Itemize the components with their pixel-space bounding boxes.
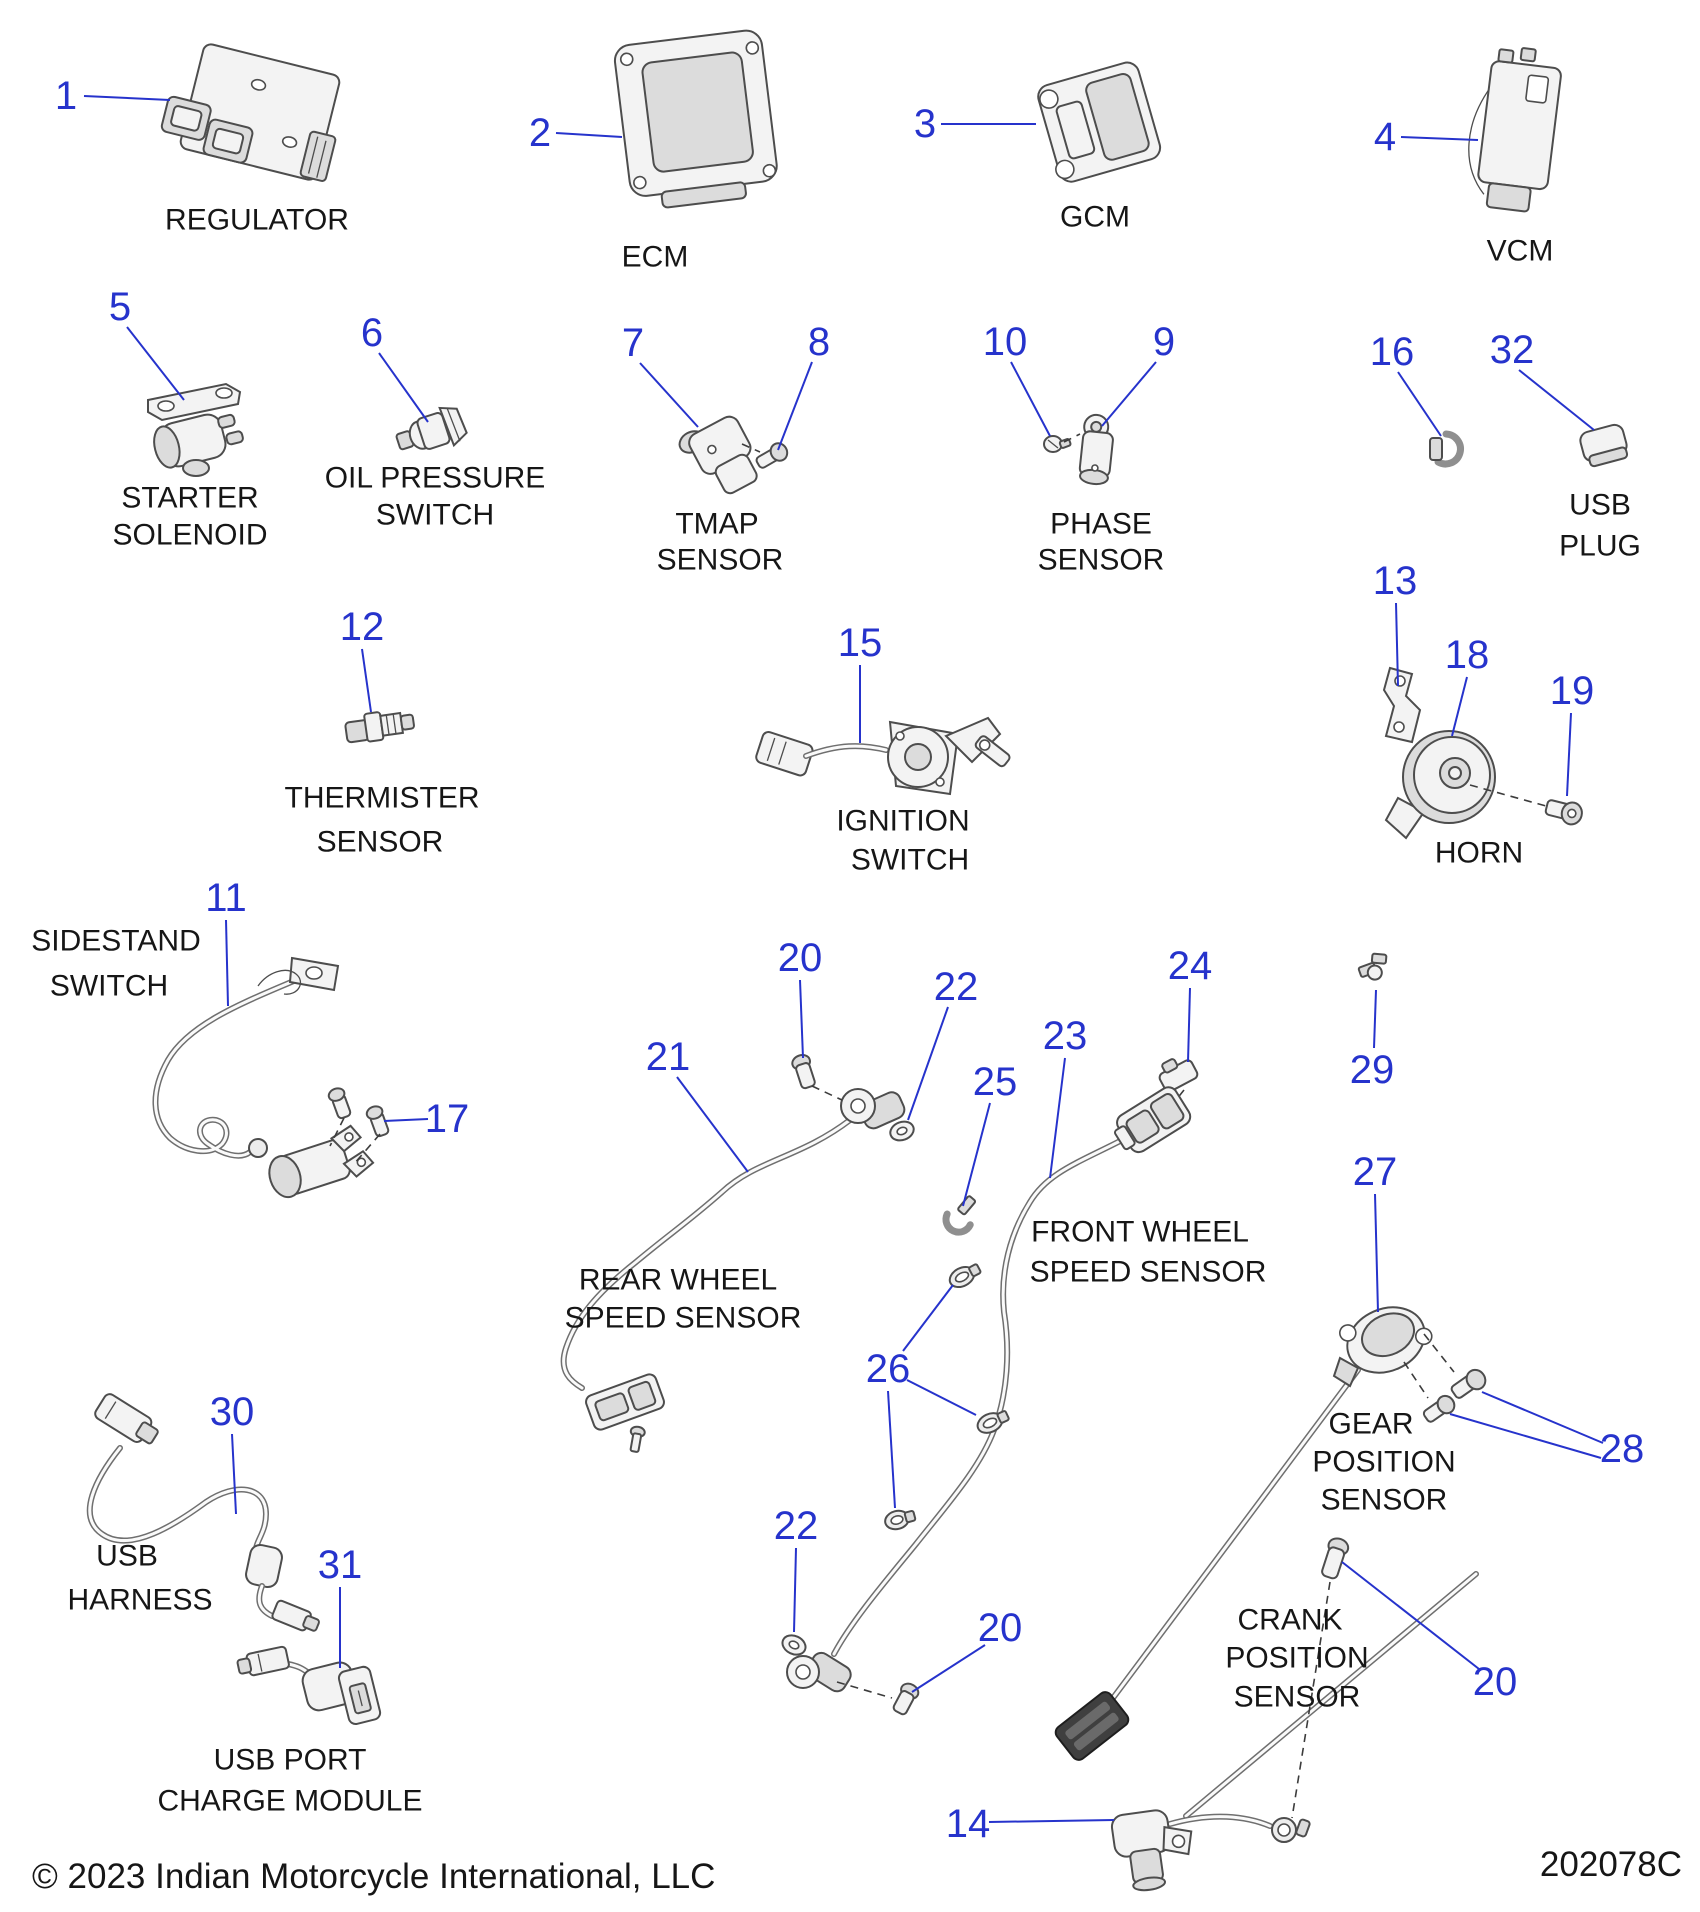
callout-20: 20 xyxy=(777,936,823,980)
leader-line xyxy=(677,1077,748,1172)
module-connector xyxy=(236,1646,289,1678)
cable-ring-clamp xyxy=(1272,1818,1310,1842)
callout-31: 31 xyxy=(317,1543,363,1587)
callout-19: 19 xyxy=(1549,669,1595,713)
leader-line xyxy=(232,1434,236,1514)
vcm-part xyxy=(1461,43,1563,214)
leader-line xyxy=(384,1119,428,1121)
alignment-dash xyxy=(812,1086,842,1100)
usb-plug-label: PLUG xyxy=(1559,529,1641,563)
callout-32: 32 xyxy=(1489,328,1535,372)
tmap-sensor-assembly xyxy=(622,320,830,577)
usb-port-charge-module-label: CHARGE MODULE xyxy=(157,1784,423,1818)
cable-ring-clip xyxy=(883,1507,917,1532)
callout-9: 9 xyxy=(1152,320,1176,364)
callout-12: 12 xyxy=(339,605,385,649)
leader-line xyxy=(907,1380,976,1415)
starter-solenoid-label: SOLENOID xyxy=(112,518,268,552)
phase-sensor-label: SENSOR xyxy=(1037,543,1165,577)
oil-pressure-switch-label: SWITCH xyxy=(375,498,495,532)
starter-solenoid-assembly xyxy=(109,285,268,552)
ignition-switch-assembly xyxy=(755,621,1011,877)
front-sensor-bolt xyxy=(890,1681,920,1717)
oil-pressure-switch-assembly xyxy=(325,311,546,532)
usb-harness-assembly xyxy=(67,1390,321,1635)
leader-line xyxy=(912,1645,985,1692)
cable-end-loop xyxy=(249,1139,267,1157)
leader-line xyxy=(1050,1058,1065,1178)
vcm-label: VCM xyxy=(1486,234,1554,268)
rear-sensor-bolt xyxy=(790,1053,817,1090)
tmap-bolt xyxy=(754,440,791,472)
callout-2: 2 xyxy=(528,111,552,155)
callout-26: 26 xyxy=(865,1347,911,1391)
leader-line xyxy=(1567,713,1571,796)
callout-28: 28 xyxy=(1599,1427,1645,1471)
ecm-assembly xyxy=(529,29,780,274)
clamp-part xyxy=(1430,434,1460,464)
callout-16: 16 xyxy=(1369,330,1415,374)
alignment-dash xyxy=(1424,1334,1454,1372)
horn-bolt xyxy=(1544,796,1584,826)
callout-29: 29 xyxy=(1349,1048,1395,1092)
leader-line xyxy=(1450,1414,1601,1458)
ecm-part xyxy=(613,29,780,212)
regulator-label: REGULATOR xyxy=(165,203,349,237)
usb-plug-label: USB xyxy=(1569,488,1631,522)
usb-plug-part xyxy=(1578,423,1630,468)
front-wheel-speed-sensor-label: FRONT WHEEL xyxy=(1031,1215,1249,1249)
leader-line xyxy=(1519,370,1594,430)
gear-sensor-bolt xyxy=(1449,1366,1489,1402)
ignition-switch-part xyxy=(755,718,1011,794)
callout-23: 23 xyxy=(1042,1014,1088,1058)
sidestand-switch-label: SIDESTAND xyxy=(31,924,201,958)
ignition-switch-label: SWITCH xyxy=(850,843,970,877)
callout-18: 18 xyxy=(1444,633,1490,677)
crank-position-sensor-label: POSITION xyxy=(1225,1641,1369,1675)
horn-label: HORN xyxy=(1434,836,1524,870)
front-wheel-speed-sensor-assembly xyxy=(774,944,1395,1717)
leader-line xyxy=(84,96,170,100)
crank-position-sensor-label: CRANK xyxy=(1237,1603,1343,1637)
starter-solenoid-label: STARTER xyxy=(121,481,259,515)
ecm-label: ECM xyxy=(621,240,689,274)
leader-line xyxy=(226,920,228,1006)
regulator-part xyxy=(158,43,345,184)
gear-sensor-bolt xyxy=(1421,1393,1458,1426)
leader-line xyxy=(640,363,698,427)
callout-20: 20 xyxy=(977,1606,1023,1650)
screw-clamp xyxy=(940,1194,984,1236)
gear-position-sensor-label: POSITION xyxy=(1312,1445,1456,1479)
thermister-sensor-label: SENSOR xyxy=(316,825,444,859)
callout-13: 13 xyxy=(1372,559,1418,603)
callout-27: 27 xyxy=(1352,1150,1398,1194)
crank-position-sensor-assembly xyxy=(946,1536,1518,1894)
tmap-sensor-label: TMAP xyxy=(675,507,759,541)
sidestand-switch-part xyxy=(262,1123,375,1202)
butterfly-clip xyxy=(1355,949,1393,984)
leader-line xyxy=(1188,988,1190,1062)
starter-solenoid-part xyxy=(148,384,246,476)
leader-line xyxy=(800,980,803,1058)
phase-sensor-assembly xyxy=(983,320,1175,577)
crank-sensor-bolt xyxy=(1319,1536,1350,1580)
callout-20: 20 xyxy=(1472,1660,1518,1704)
sidestand-switch-assembly xyxy=(31,876,469,1202)
callout-3: 3 xyxy=(913,102,937,146)
rear-wheel-speed-sensor-label: SPEED SENSOR xyxy=(564,1301,802,1335)
oil-pressure-switch-label: OIL PRESSURE xyxy=(324,461,546,495)
horn-bracket xyxy=(1384,668,1420,742)
phase-screw xyxy=(1044,436,1071,452)
diagram-code: 202078C xyxy=(1539,1845,1682,1884)
leader-line xyxy=(1102,362,1156,426)
ferrite-bead xyxy=(244,1543,284,1589)
callout-6: 6 xyxy=(360,311,384,355)
usb-port-charge-module-label: USB PORT xyxy=(213,1743,367,1777)
tmap-sensor-part xyxy=(676,410,766,505)
usb-plug-assembly xyxy=(1490,328,1641,563)
callout-10: 10 xyxy=(982,320,1028,364)
callout-17: 17 xyxy=(424,1097,470,1141)
horn-part xyxy=(1386,731,1495,838)
callout-22: 22 xyxy=(773,1504,819,1548)
usb-harness-connector xyxy=(93,1392,162,1450)
leader-line xyxy=(963,1103,990,1206)
leader-line xyxy=(1452,677,1467,736)
gear-position-sensor-label: GEAR xyxy=(1328,1407,1414,1441)
leader-line xyxy=(1398,372,1441,436)
callout-22: 22 xyxy=(933,965,979,1009)
leader-line xyxy=(379,353,428,422)
leader-line xyxy=(794,1548,796,1632)
tmap-sensor-label: SENSOR xyxy=(656,543,784,577)
alignment-dash xyxy=(1404,1362,1428,1398)
sidestand-bolt xyxy=(327,1086,352,1120)
callout-21: 21 xyxy=(645,1035,691,1079)
leader-line xyxy=(989,1820,1114,1822)
leader-line xyxy=(903,1285,953,1351)
copyright-text: © 2023 Indian Motorcycle International, LLC xyxy=(32,1857,716,1896)
usb-harness-plug xyxy=(271,1600,321,1636)
gear-rod-connector xyxy=(1053,1689,1131,1762)
callout-11: 11 xyxy=(205,876,247,920)
rear-wheel-speed-sensor-assembly xyxy=(564,936,979,1453)
gcm-assembly xyxy=(914,60,1163,234)
thermister-sensor-assembly xyxy=(285,605,480,859)
callout-7: 7 xyxy=(621,321,645,365)
usb-harness-label: HARNESS xyxy=(67,1583,213,1617)
front-connector-clip xyxy=(1154,1052,1199,1094)
leader-line xyxy=(127,327,184,400)
crank-position-sensor-label: SENSOR xyxy=(1233,1680,1361,1714)
callout-5: 5 xyxy=(108,285,132,329)
rear-cable-connector xyxy=(584,1372,666,1431)
connector-screw xyxy=(627,1426,645,1453)
leader-line xyxy=(1482,1392,1603,1443)
callout-24: 24 xyxy=(1167,944,1213,988)
callout-15: 15 xyxy=(837,621,883,665)
leader-line xyxy=(1374,990,1376,1048)
front-wheel-speed-sensor-label: SPEED SENSOR xyxy=(1029,1255,1267,1289)
thermister-sensor-label: THERMISTER xyxy=(284,781,480,815)
leader-line xyxy=(1011,362,1050,436)
vcm-assembly xyxy=(1374,43,1564,268)
leader-line xyxy=(1375,1194,1378,1312)
horn-assembly xyxy=(1373,559,1595,870)
gcm-label: GCM xyxy=(1060,200,1130,234)
leader-line xyxy=(556,133,622,137)
alignment-dash xyxy=(1064,434,1080,442)
ignition-switch-label: IGNITION xyxy=(836,804,970,838)
regulator-assembly xyxy=(55,43,349,237)
callout-25: 25 xyxy=(972,1060,1018,1104)
clamp-assembly xyxy=(1370,330,1461,464)
cable-ring-clip xyxy=(974,1407,1011,1437)
leader-line xyxy=(888,1391,895,1508)
phase-sensor-part xyxy=(1078,414,1115,486)
callout-4: 4 xyxy=(1373,115,1397,159)
thermister-sensor-part xyxy=(344,707,415,744)
leader-line xyxy=(908,1007,948,1120)
leader-line xyxy=(362,649,371,712)
sidestand-switch-label: SWITCH xyxy=(49,969,169,1003)
callout-14: 14 xyxy=(945,1802,991,1846)
front-sensor-head xyxy=(787,1650,854,1695)
washer xyxy=(779,1632,808,1658)
callout-30: 30 xyxy=(209,1390,255,1434)
phase-sensor-label: PHASE xyxy=(1050,507,1152,541)
callout-8: 8 xyxy=(807,320,831,364)
leader-line xyxy=(1401,137,1478,140)
usb-harness-label: USB xyxy=(96,1539,158,1573)
gcm-part xyxy=(1033,60,1163,186)
oil-pressure-switch-part xyxy=(392,402,469,461)
callout-1: 1 xyxy=(54,74,78,118)
washer xyxy=(888,1118,917,1143)
leader-line xyxy=(778,362,812,450)
gear-position-sensor-label: SENSOR xyxy=(1320,1483,1448,1517)
rear-wheel-speed-sensor-label: REAR WHEEL xyxy=(578,1263,778,1297)
